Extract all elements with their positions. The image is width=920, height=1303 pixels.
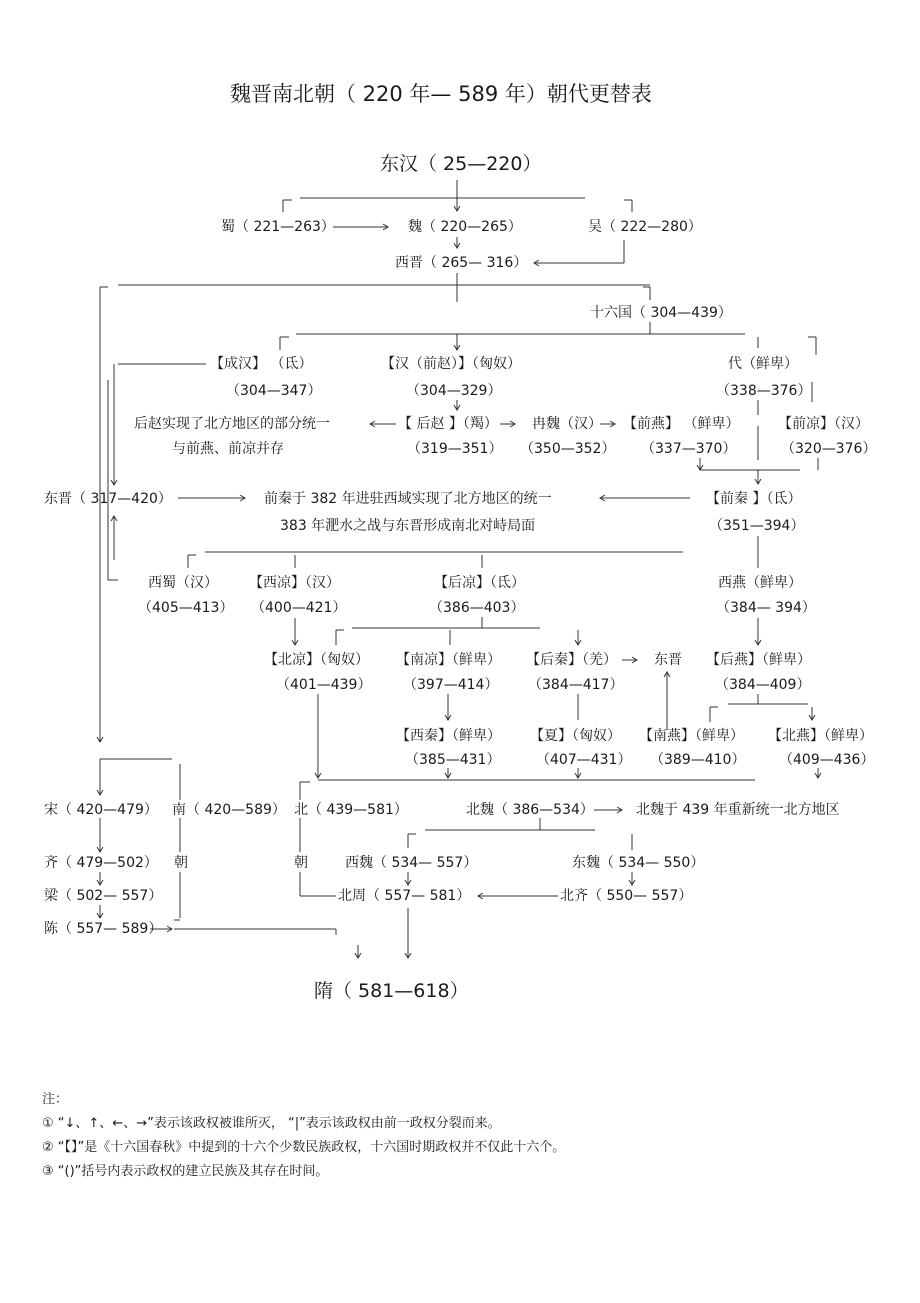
node-xijin: 西晋（ 265— 316）: [395, 255, 528, 271]
houzhao-note-line1: 后赵实现了北方地区的部分统一: [134, 416, 330, 432]
node-houzhao-years: （319—351）: [407, 441, 503, 457]
node-qianqin-years: （351—394）: [709, 518, 805, 534]
node-dongjin-short: 东晋: [654, 652, 682, 668]
node-dai-years: （338—376）: [716, 383, 812, 399]
node-sui: 隋（ 581—618）: [314, 980, 469, 1002]
node-beiqi: 北齐（ 550— 557）: [560, 888, 693, 904]
node-qianyan-years: （337—370）: [641, 441, 737, 457]
notes-heading: 注：: [42, 1092, 69, 1107]
label-chao-north: 朝: [294, 855, 308, 871]
node-nanyan-years: （389—410）: [650, 752, 746, 768]
node-shiliuguo: 十六国（ 304—439）: [590, 305, 732, 321]
page-title: 魏晋南北朝（ 220 年— 589 年）朝代更替表: [230, 82, 652, 106]
node-xia-years: （407—431）: [536, 752, 632, 768]
node-xishu-years: （405—413）: [138, 600, 234, 616]
node-donghan: 东汉（ 25—220）: [380, 153, 542, 175]
node-hanqianzhao-years: （304—329）: [406, 383, 502, 399]
node-dai: 代（鲜卑）: [728, 356, 798, 372]
node-houyan-years: （384—409）: [715, 677, 811, 693]
node-dongwei: 东魏（ 534— 550）: [572, 855, 705, 871]
node-ranwei-years: （350—352）: [520, 441, 616, 457]
node-wu: 吴（ 222—280）: [588, 219, 702, 235]
node-xiwei: 西魏（ 534— 557）: [345, 855, 478, 871]
note-item-3: ③ “()”括号内表示政权的建立民族及其存在时间。: [42, 1164, 329, 1179]
qianqin-note-line2: 383 年淝水之战与东晋形成南北对峙局面: [280, 518, 536, 534]
node-qianyan: 【前燕】 （鲜卑）: [623, 416, 740, 432]
node-qianqin: 【前秦 】（氐）: [706, 491, 802, 507]
node-xiyan: 西燕（鲜卑）: [718, 575, 802, 591]
node-beiliang-years: （401—439）: [276, 677, 372, 693]
node-beiwei: 北魏（ 386—534）: [466, 802, 594, 818]
node-song: 宋（ 420—479）: [44, 802, 158, 818]
node-xishu: 西蜀（汉）: [148, 575, 218, 591]
node-beiyan: 【北燕】（鲜卑）: [768, 728, 873, 744]
node-nanliang: 【南凉】（鲜卑）: [396, 652, 501, 668]
node-xia: 【夏】（匈奴）: [530, 728, 621, 744]
beiwei-note: 北魏于 439 年重新统一北方地区: [636, 802, 840, 818]
node-qianliang-years: （320—376）: [781, 441, 877, 457]
node-xiqin-years: （385—431）: [405, 752, 501, 768]
node-shu: 蜀（ 221—263）: [221, 219, 335, 235]
note-item-2: ② “【】”是《十六国春秋》中提到的十六个少数民族政权，十六国时期政权并不仅此十六个。: [42, 1140, 566, 1155]
houzhao-note-line2: 与前燕、前凉并存: [172, 441, 284, 457]
node-beiliang: 【北凉】（匈奴）: [264, 652, 369, 668]
notes-section: [42, 1088, 882, 1184]
label-nanchao: 南（ 420—589）: [172, 802, 286, 818]
label-beichao: 北（ 439—581）: [294, 802, 408, 818]
node-xiqin: 【西秦】（鲜卑）: [396, 728, 501, 744]
node-houqin-years: （384—417）: [528, 677, 624, 693]
label-chao-south: 朝: [174, 855, 188, 871]
note-item-1: ① “↓、↑、←、→”表示该政权被谁所灭， “|”表示该政权由前一政权分裂而来。: [42, 1116, 501, 1131]
node-xiliang-years: （400—421）: [251, 600, 347, 616]
node-xiliang: 【西凉】（汉）: [249, 575, 340, 591]
node-qianliang: 【前凉】（汉）: [778, 416, 869, 432]
node-beizhou: 北周（ 557— 581）: [338, 888, 471, 904]
node-nanyan: 【南燕】（鲜卑）: [639, 728, 744, 744]
node-houliang-years: （386—403）: [429, 600, 525, 616]
node-dongjin: 东晋（ 317—420）: [44, 491, 172, 507]
node-ranwei: 冉魏（汉）: [532, 416, 602, 432]
node-houzhao: 【 后赵 】（羯）: [398, 416, 498, 432]
node-liang: 梁（ 502— 557）: [44, 888, 163, 904]
node-nanliang-years: （397—414）: [403, 677, 499, 693]
node-chen: 陈（ 557— 589）: [44, 921, 163, 937]
node-beiyan-years: （409—436）: [779, 752, 875, 768]
node-chenghan-years: （304—347）: [226, 383, 322, 399]
node-houyan: 【后燕】（鲜卑）: [706, 652, 811, 668]
node-qi: 齐（ 479—502）: [44, 855, 158, 871]
node-xiyan-years: （384— 394）: [716, 600, 816, 616]
qianqin-note-line1: 前秦于 382 年进驻西域实现了北方地区的统一: [264, 491, 552, 507]
node-chenghan: 【成汉】 （氐）: [210, 356, 313, 372]
node-houliang: 【后凉】（氐）: [434, 575, 525, 591]
node-hanqianzhao: 【汉（前赵）】（匈奴）: [381, 356, 521, 372]
node-wei: 魏（ 220—265）: [408, 219, 522, 235]
node-houqin: 【后秦】（羌）: [526, 652, 617, 668]
